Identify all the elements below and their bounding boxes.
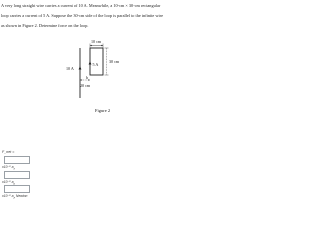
force-y-unit-text: x10⁻⁵ a	[2, 180, 14, 184]
force-x-unit-text: x10⁻⁵ a	[2, 165, 14, 169]
net-force-label: F_net =	[2, 150, 15, 154]
force-x-subscript: x	[13, 166, 15, 171]
label-wire-current: 10 A	[66, 66, 74, 71]
problem-line-3: as shown in Figure 2. Determine force on the loop.	[1, 23, 89, 28]
force-z-subscript: z	[13, 195, 15, 200]
label-20cm: 20 cm	[80, 83, 91, 88]
width-arrow-right	[101, 45, 103, 47]
force-z-suffix: Newton	[15, 194, 28, 198]
force-y-input[interactable]	[4, 171, 30, 179]
label-10cm: 10 cm	[91, 39, 102, 44]
force-z-unit	[2, 194, 27, 200]
width-arrow-left	[90, 45, 92, 47]
problem-line-1: A very long straight wire carries a current of 10 A. Meanwhile, a 10-cm × 30-cm rectangular	[1, 3, 161, 8]
figure-caption: Figure 2	[95, 108, 111, 113]
label-30cm: 30 cm	[109, 59, 120, 64]
loop-current-arrow	[89, 61, 92, 65]
answer-section	[0, 150, 100, 199]
force-x-input[interactable]	[4, 156, 30, 164]
force-x-unit	[2, 165, 15, 171]
problem-statement	[1, 1, 199, 31]
force-z-unit-text: x10⁻⁵ a	[2, 194, 14, 198]
force-y-subscript: y	[13, 181, 15, 186]
label-loop-current: 5 A	[92, 61, 99, 67]
force-z-input[interactable]	[4, 185, 30, 193]
rectangular-loop	[90, 48, 103, 75]
wire-current-arrow	[79, 66, 82, 70]
gap-arrow-right	[88, 79, 90, 81]
problem-line-2: loop carries a current of 5 A. Suppose the 30-cm side of the loop is parallel to the infinite wire	[1, 13, 163, 18]
label-b: b	[86, 74, 89, 80]
gap-arrow-left	[80, 79, 82, 81]
